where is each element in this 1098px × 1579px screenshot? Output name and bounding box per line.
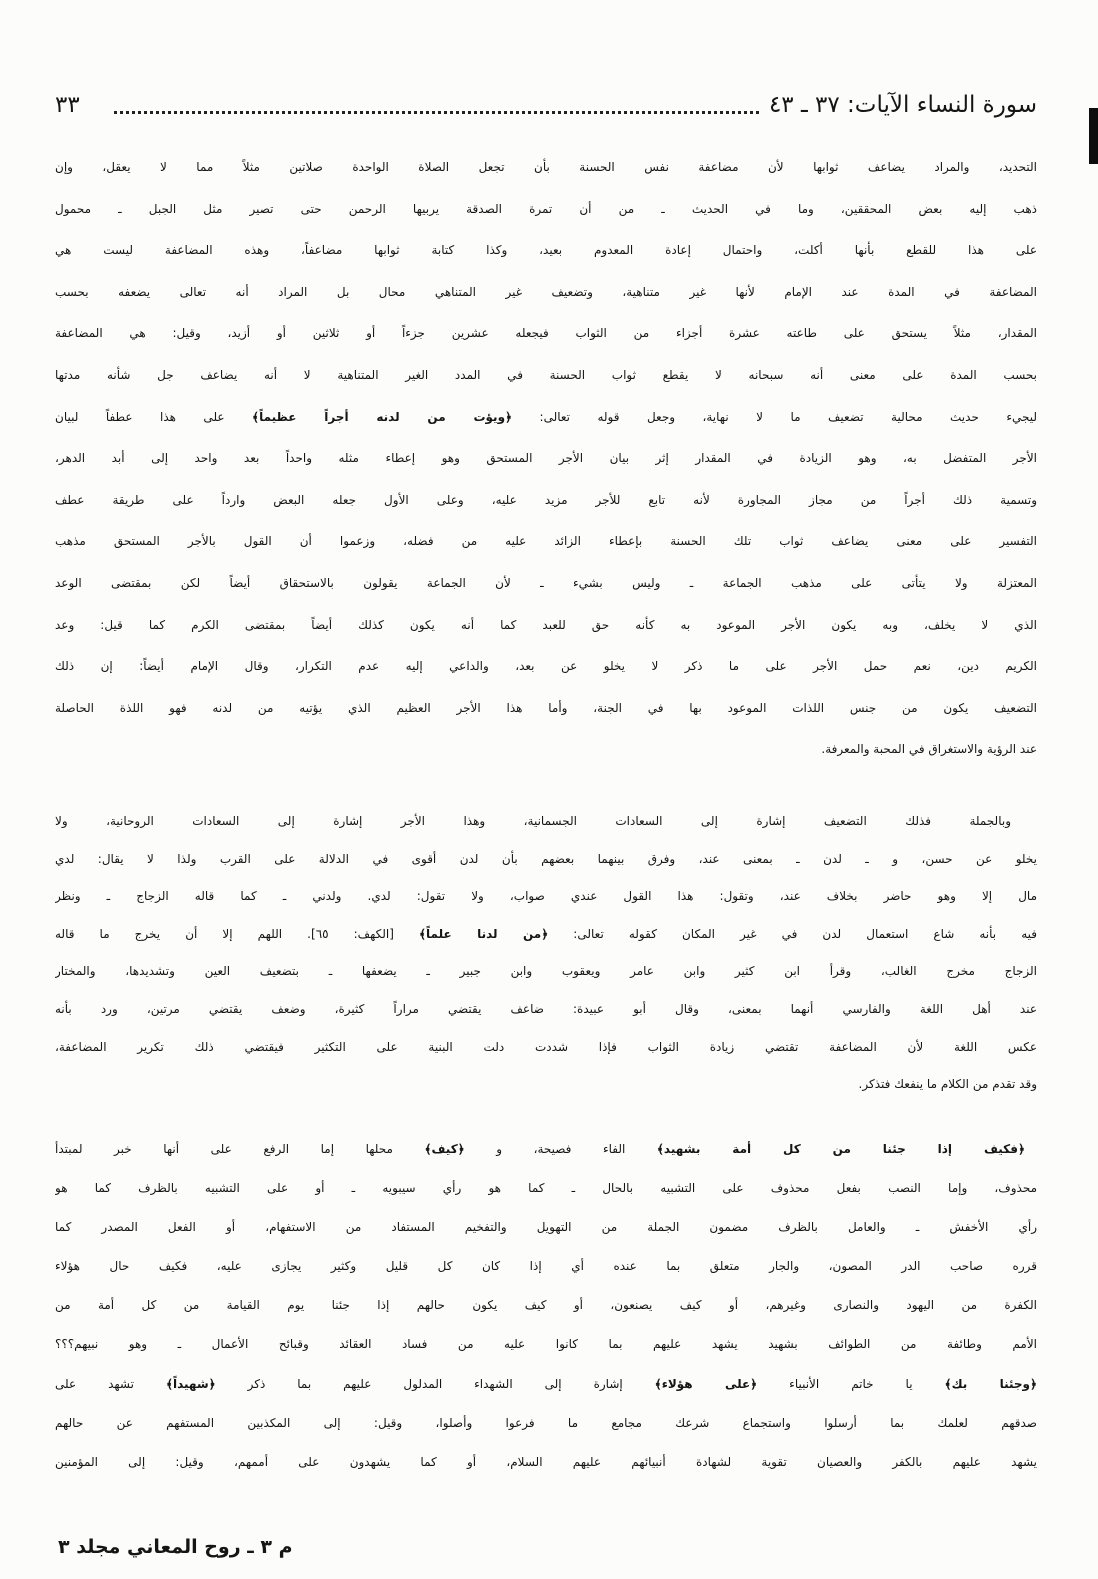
line-text: ذهب إليه بعض المحققين، وما في الحديث ـ من أن تمرة الصدقة يربيها الرحمن حتى تصير مثل الجبل ـ محمول bbox=[55, 201, 1037, 216]
text-line bbox=[55, 646, 1037, 688]
text-line bbox=[55, 729, 1037, 771]
text-line bbox=[55, 688, 1037, 730]
text-line bbox=[55, 1247, 1037, 1286]
line-text: الذي لا يخلف، وبه يكون الأجر الموعود به كأنه حق للعبد كما أنه يكون كذلك أيضاً بمقتضى الكرم كما قيل: وعد bbox=[55, 617, 1037, 632]
text-line bbox=[55, 1169, 1037, 1208]
text-line bbox=[55, 991, 1037, 1029]
line-content bbox=[55, 1142, 1025, 1156]
line-content bbox=[55, 1040, 1037, 1054]
quran-quote: ﴿فكيف إذا جئنا من كل أمة بشهيد﴾ bbox=[656, 1142, 1026, 1156]
line-text: وقد تقدم من الكلام ما ينفعك فتذكر. bbox=[858, 1077, 1037, 1092]
line-text: قرره صاحب الدر المصون، والجار متعلق بما عنده أي إذا كان كل قليل وكثير يجازى عليه، فكيف حال هؤلاء bbox=[55, 1259, 1037, 1274]
text-line bbox=[55, 605, 1037, 647]
text-line bbox=[55, 355, 1037, 397]
line-content bbox=[55, 1455, 1037, 1469]
line-content bbox=[55, 410, 1037, 424]
line-content bbox=[55, 964, 1037, 978]
line-text: [الكهف: ٦٥]. اللهم إلا أن يخرج ما قاله bbox=[55, 926, 419, 941]
text-line bbox=[55, 1029, 1037, 1067]
line-content bbox=[55, 659, 1037, 673]
text-line bbox=[55, 563, 1037, 605]
text-line bbox=[55, 397, 1037, 439]
line-text: المعتزلة ولا يتأتى على مذهب الجماعة ـ وليس بشيء ـ لأن الجماعة يقولون بالاستحقاق أيضاً لكن بمقتضى الوعد bbox=[55, 575, 1037, 590]
line-text: على هذا للقطع بأنها أكلت، واحتمال إعادة المعدوم بعيد، وكذا كتابة ثوابها مضاعفاً، وهذه المضاعفة ليست هي bbox=[55, 243, 1037, 258]
line-text: على هذا عطفاً لبيان bbox=[55, 409, 253, 424]
quran-quote: ﴿شهيداً﴾ bbox=[165, 1376, 216, 1391]
line-text: وبالجملة فذلك التضعيف إشارة إلى السعادات الجسمانية، وهذا الأجر إشارة إلى السعادات الروحانية، ولا bbox=[55, 814, 1011, 828]
text-line bbox=[55, 841, 1037, 879]
text-line bbox=[55, 1404, 1037, 1443]
line-content bbox=[55, 1181, 1037, 1195]
line-text: الكفرة من اليهود والنصارى وغيرهم، أو كيف يصنعون، أو كيف يكون حالهم إذا جئنا يوم القيامة من كل أمة من bbox=[55, 1298, 1037, 1313]
line-content bbox=[55, 202, 1037, 216]
line-content bbox=[55, 534, 1037, 548]
line-text: فيه بأنه شاع استعمال لدن في غير المكان كقوله تعالى: bbox=[548, 926, 1037, 941]
text-paragraph bbox=[55, 803, 1037, 1104]
line-text: الأمم وطائفة من الطوائف بشهيد يشهد عليهم بما كانوا عليه من فساد العقائد وقبائح الأعمال ـ وهو نبيهم؟؟؟ bbox=[55, 1337, 1037, 1352]
line-text: عند الرؤية والاستغراق في المحبة والمعرفة. bbox=[821, 742, 1037, 757]
line-text: مال إلا وهو حاضر بخلاف عند، وتقول: هذا القول عندي صواب، ولا تقول: لدي. ولدني ـ كما قاله الزجاج ـ ونظر bbox=[55, 889, 1037, 904]
line-text: يا خاتم الأنبياء bbox=[757, 1376, 945, 1391]
quran-quote: ﴿وجئنا بك﴾ bbox=[944, 1376, 1037, 1391]
line-text: بحسب المدة على معنى أنه سبحانه لا يقطع ثواب الحسنة في المدد الغير المتناهية لا أنه يضاعف جل شأنه مدتها bbox=[55, 367, 1037, 382]
line-text: إشارة إلى الشهداء المدلول عليهم بما ذكر bbox=[215, 1376, 655, 1391]
line-content bbox=[55, 1259, 1037, 1273]
line-content bbox=[55, 451, 1037, 465]
line-text: محلها إما الرفع على أنها خبر لمبتدأ bbox=[55, 1142, 425, 1156]
line-text: عند أهل اللغة والفارسي أنهما بمعنى، وقال أبو عبيدة: ضاعف يقتضي مراراً كثيرة، وضعف يقتضي مرتين، ورد بأنه bbox=[55, 1001, 1037, 1016]
line-content bbox=[55, 1377, 1037, 1391]
quran-quote: ﴿ويؤت من لدنه أجراً عظيماً﴾ bbox=[252, 409, 513, 424]
text-paragraph bbox=[55, 147, 1037, 771]
line-content bbox=[55, 326, 1037, 340]
line-text: يشهد عليهم بالكفر والعصيان تقوية لشهادة أنبيائهم عليهم السلام، أو كما يشهدون على أممهم، وقيل: إلى المؤمنين bbox=[55, 1454, 1037, 1469]
line-text: ليجيء حديث محالية تضعيف ما لا نهاية، وجعل قوله تعالى: bbox=[512, 409, 1037, 424]
line-text: الفاء فصيحة، و bbox=[464, 1142, 657, 1156]
line-text: رأي الأخفش ـ والعامل بالظرف مضمون الجملة من التهويل والتفخيم المستفاد من الاستفهام، أو الفعل المصدر كما bbox=[55, 1220, 1037, 1235]
text-line bbox=[55, 147, 1037, 189]
line-text: الزجاج مخرج الغالب، وقرأ ابن كثير وابن عامر ويعقوب وابن جبير ـ يضعفها ـ بتضعيف العين وتشديدها، والمختار bbox=[55, 964, 1037, 979]
line-text: التحديد، والمراد يضاعف ثوابها لأن مضاعفة نفس الحسنة بأن تجعل الصلاة الواحدة صلاتين مثلاً مما لا يعقل، وإن bbox=[55, 160, 1037, 174]
line-text: الكريم دين، نعم حمل الأجر على ما ذكر لا يخلو عن بعد، والداعي إليه عدم التكرار، وقال الإمام أيضاً: إن ذلك bbox=[55, 659, 1037, 674]
line-content bbox=[55, 889, 1037, 903]
line-text: تشهد على bbox=[55, 1376, 166, 1391]
line-text: التفسير على معنى يضاعف ثواب تلك الحسنة بإعطاء الزائد عليه من فضله، وزعموا أن القول بالأجر المستحق مذهب bbox=[55, 534, 1037, 549]
line-content bbox=[55, 814, 1011, 828]
text-line bbox=[55, 1365, 1037, 1404]
line-content bbox=[55, 160, 1037, 174]
line-content bbox=[55, 243, 1037, 257]
text-paragraph bbox=[55, 1130, 1037, 1482]
line-content bbox=[55, 285, 1037, 299]
line-content bbox=[55, 701, 1037, 715]
page-number: ٣٣ bbox=[55, 92, 80, 118]
line-content bbox=[55, 1416, 1037, 1430]
text-line bbox=[55, 521, 1037, 563]
signature-mark: م ٣ ـ روح المعاني مجلد ٣ bbox=[58, 1536, 293, 1558]
text-line bbox=[55, 1130, 1037, 1169]
text-line bbox=[55, 803, 1037, 841]
scan-edge-mark bbox=[1089, 108, 1098, 164]
line-content bbox=[55, 927, 1037, 941]
text-line bbox=[55, 1443, 1037, 1482]
line-content bbox=[55, 1220, 1037, 1234]
text-line bbox=[55, 878, 1037, 916]
line-text: محذوف، وإما النصب بفعل محذوف على التشبيه بالحال ـ كما هو رأي سيبويه ـ أو على التشبيه بالظرف كما هو bbox=[55, 1181, 1037, 1196]
line-text: المضاعفة في المدة عند الإمام لأنها غير متناهية، وتضعيف غير المتناهي محال بل المراد أنه تعالى يضعفه بحسب bbox=[55, 284, 1037, 299]
line-content bbox=[55, 1002, 1037, 1016]
surah-title: سورة النساء الآيات: ٣٧ ـ ٤٣ bbox=[768, 92, 1037, 118]
line-text: وتسمية ذلك أجراً من مجاز المجاورة لأنه تابع للأجر مزيد عليه، وعلى الأول جعله البعض وارداً على طريقة عطف bbox=[55, 492, 1037, 507]
line-content bbox=[55, 618, 1037, 632]
line-text: عكس اللغة لأن المضاعفة تقتضي زيادة الثواب فإذا شددت دلت البنية على التكثير فيقتضي ذلك تكرير المضاعفة، bbox=[55, 1039, 1037, 1054]
text-line bbox=[55, 272, 1037, 314]
line-text: يخلو عن حسن، و ـ لدن ـ بمعنى عند، وفرق بينهما بعضهم بأن لدن أقوى في الدلالة على القرب ولذا لا يقال: لدي bbox=[55, 851, 1037, 866]
text-line bbox=[55, 189, 1037, 231]
line-content bbox=[55, 1298, 1037, 1312]
text-line bbox=[55, 438, 1037, 480]
text-line bbox=[55, 1325, 1037, 1364]
text-line bbox=[55, 480, 1037, 522]
dotted-leader bbox=[114, 111, 759, 114]
line-content bbox=[55, 1337, 1037, 1351]
quran-quote: ﴿على هؤلاء﴾ bbox=[654, 1376, 758, 1391]
line-content bbox=[859, 1077, 1037, 1091]
quran-quote: ﴿من لدنا علماً﴾ bbox=[419, 926, 549, 941]
line-content bbox=[55, 852, 1037, 866]
text-line bbox=[55, 1286, 1037, 1325]
quran-quote: ﴿كيف﴾ bbox=[424, 1142, 465, 1156]
line-text: المقدار، مثلاً يستحق على طاعته عشرة أجزاء من الثواب فيجعله عشرين جزءاً أو ثلاثين أو أزيد، وقيل: هي المضاعفة bbox=[55, 326, 1037, 341]
line-content bbox=[55, 576, 1037, 590]
text-line bbox=[55, 230, 1037, 272]
line-text: التضعيف يكون من جنس اللذات الموعود بها في الجنة، وأما هذا الأجر العظيم الذي يؤتيه من لدنه فهو اللذة الحاصلة bbox=[55, 700, 1037, 715]
line-text: الأجر المتفضل به، وهو الزيادة في المقدار إثر بيان الأجر المستحق وهو إعطاء مثله واحداً بعد واحد إلى أبد الدهر، bbox=[55, 451, 1037, 466]
line-text: صدقهم لعلمك بما أرسلوا واستجماع شرعك مجامع ما فرعوا وأصلوا، وقيل: إلى المكذبين المستفهم عن حالهم bbox=[55, 1415, 1037, 1430]
line-content bbox=[55, 493, 1037, 507]
line-content bbox=[821, 742, 1037, 756]
text-line bbox=[55, 953, 1037, 991]
text-line bbox=[55, 313, 1037, 355]
text-line bbox=[55, 916, 1037, 954]
text-line bbox=[55, 1066, 1037, 1104]
line-content bbox=[55, 368, 1037, 382]
text-line bbox=[55, 1208, 1037, 1247]
running-header bbox=[55, 86, 1037, 124]
